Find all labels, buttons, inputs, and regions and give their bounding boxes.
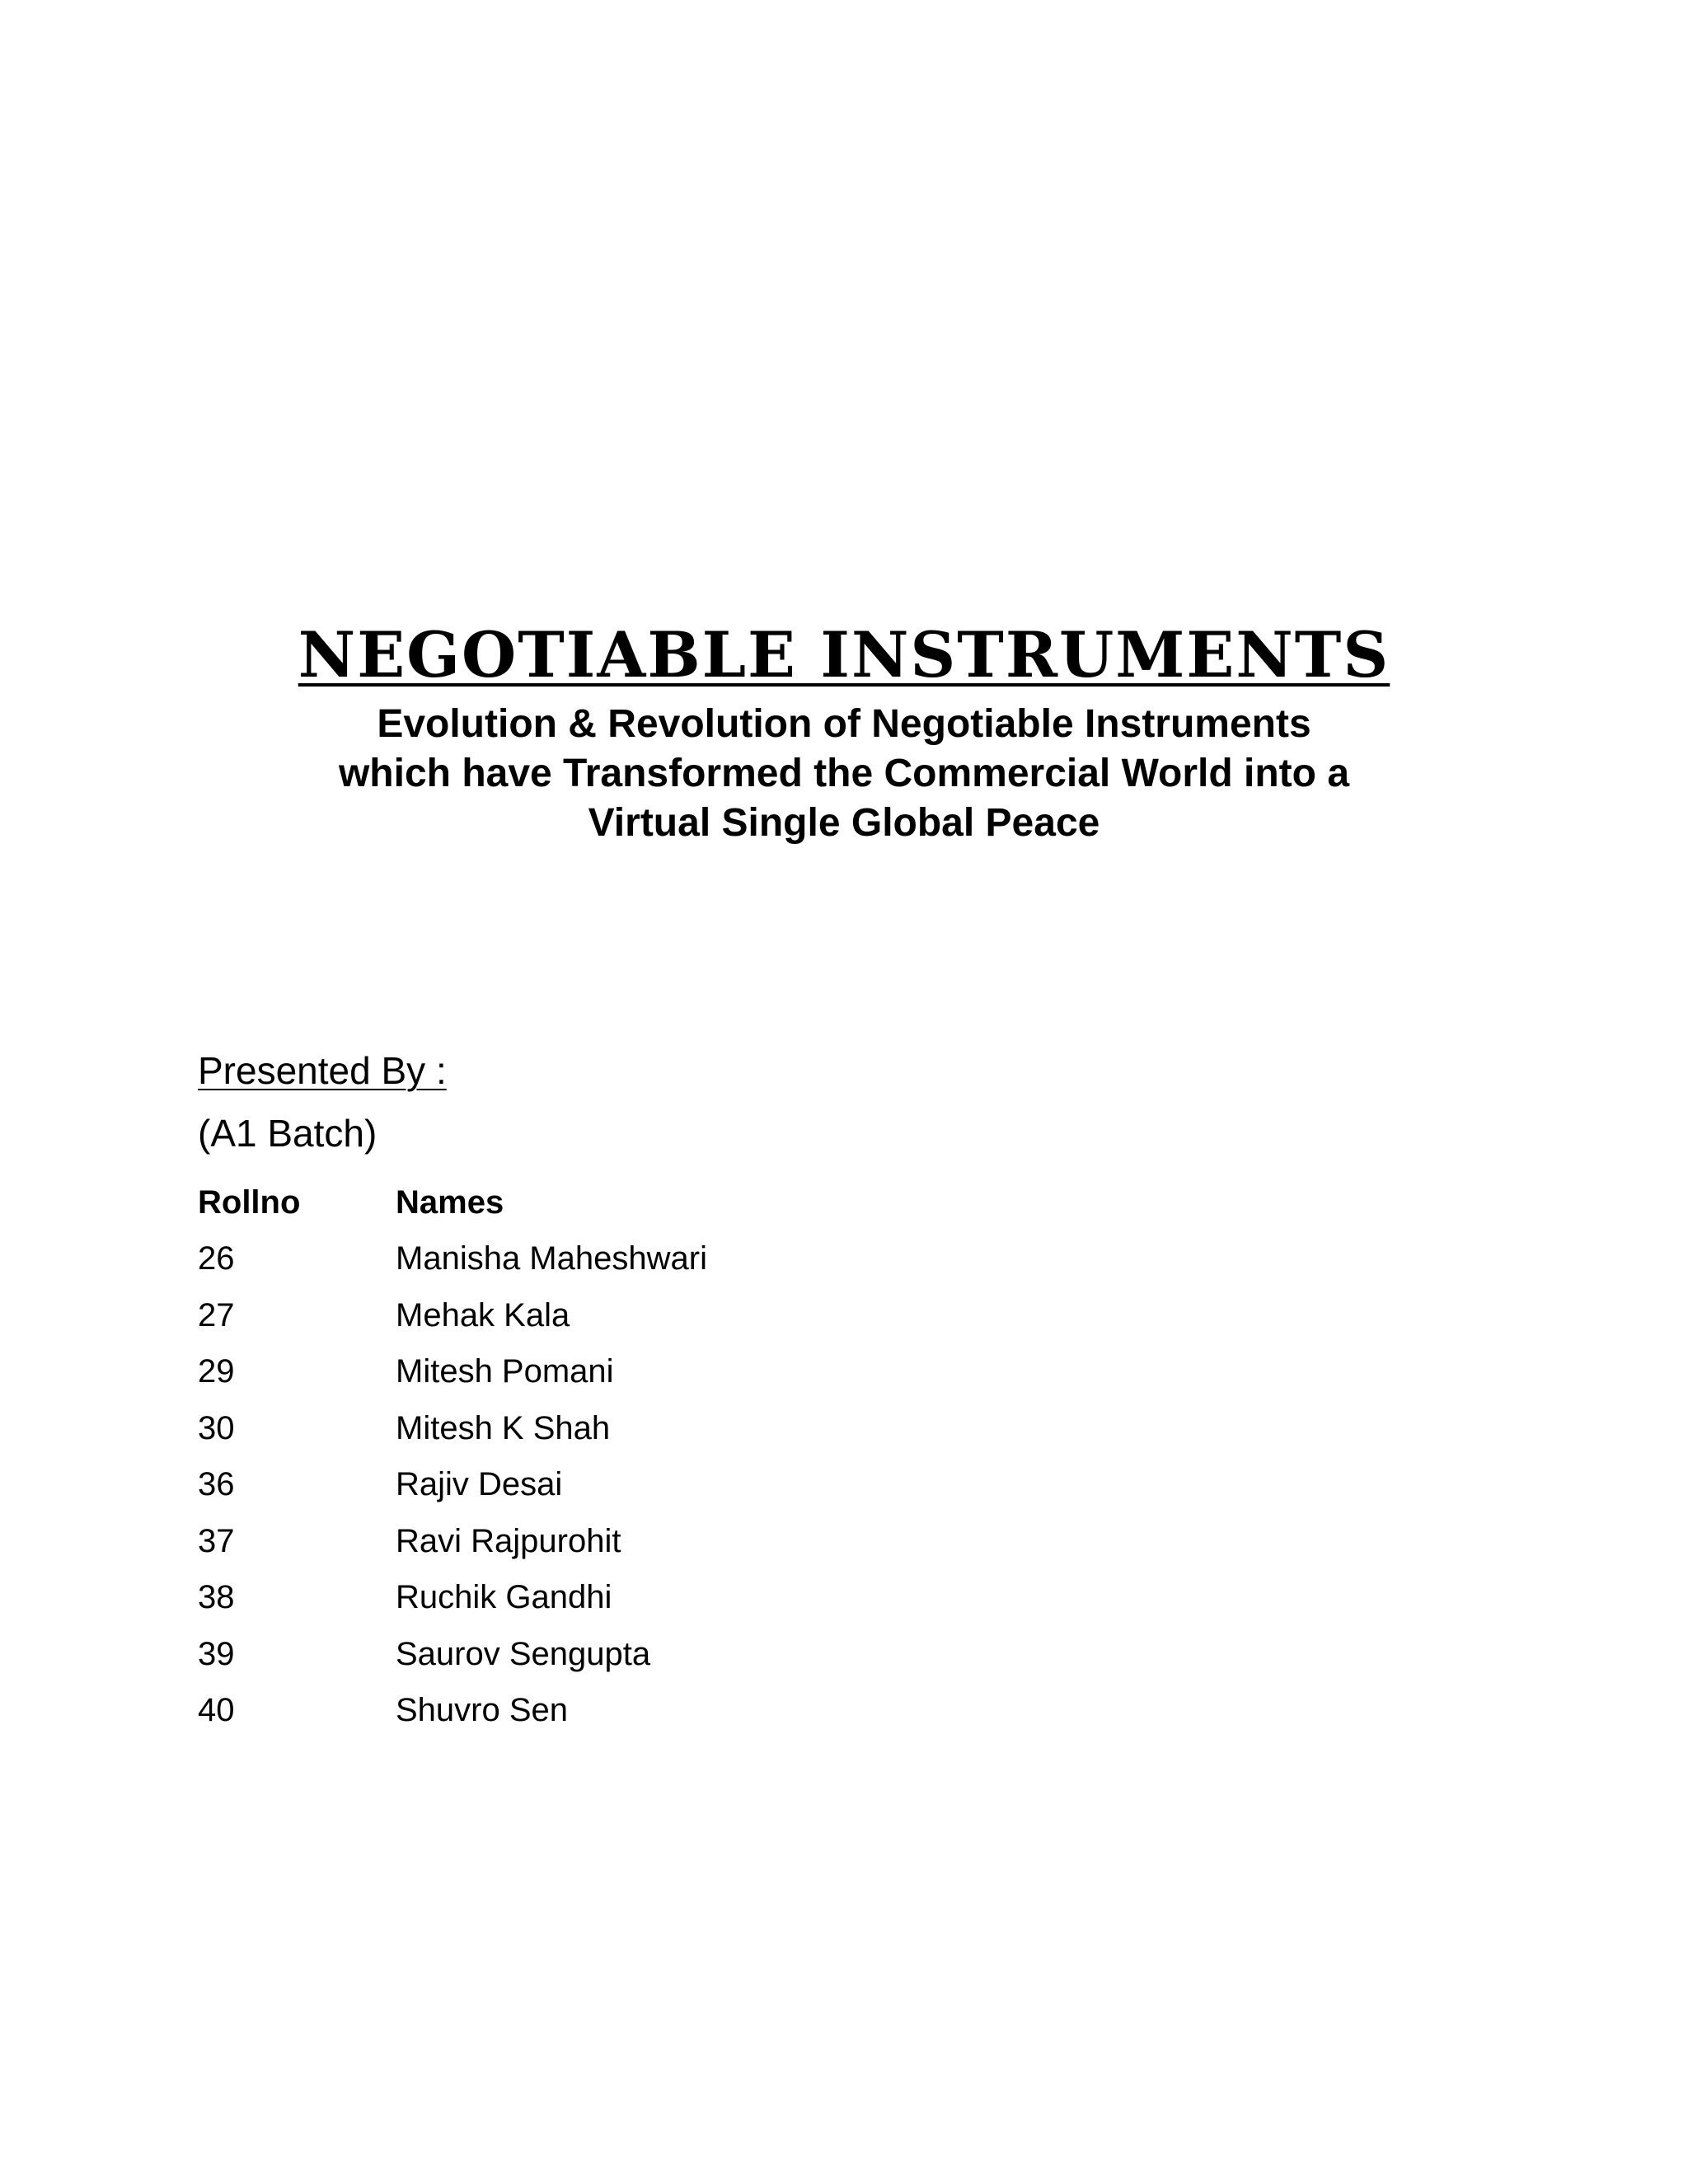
table-row [198, 1231, 940, 1288]
rollno-cell: 26 [198, 1240, 235, 1277]
name-cell: Ravi Rajpurohit [396, 1522, 621, 1559]
rollno-cell: 40 [198, 1692, 235, 1729]
name-cell: Mitesh Pomani [396, 1353, 614, 1390]
table-row [198, 1570, 940, 1627]
table-row [198, 1513, 940, 1570]
rollno-cell: 27 [198, 1296, 235, 1333]
table-row [198, 1457, 940, 1514]
table-row [198, 1626, 940, 1683]
name-cell: Mitesh K Shah [396, 1409, 611, 1446]
column-header-rollno: Rollno [198, 1183, 301, 1221]
rollno-cell: 37 [198, 1522, 235, 1559]
name-cell: Saurov Sengupta [396, 1635, 651, 1672]
rollno-cell: 29 [198, 1353, 235, 1390]
column-header-names: Names [396, 1183, 504, 1221]
batch-label: (A1 Batch) [198, 1112, 377, 1155]
subtitle [226, 700, 1462, 848]
name-cell: Rajiv Desai [396, 1466, 563, 1503]
presenters-table [198, 1174, 940, 1739]
subtitle-line: Virtual Single Global Peace [588, 800, 1100, 845]
subtitle-line: which have Transformed the Commercial World into a [338, 751, 1350, 795]
name-cell: Mehak Kala [396, 1296, 570, 1333]
rollno-cell: 30 [198, 1409, 235, 1446]
rollno-cell: 39 [198, 1635, 235, 1672]
table-row [198, 1683, 940, 1740]
table-row [198, 1287, 940, 1344]
rollno-cell: 36 [198, 1466, 235, 1503]
subtitle-line: Evolution & Revolution of Negotiable Instruments [377, 701, 1311, 746]
table-header-row [198, 1174, 940, 1231]
presented-by-heading: Presented By : [198, 1049, 447, 1092]
title-block [0, 618, 1688, 848]
rollno-cell: 38 [198, 1579, 235, 1616]
table-row [198, 1400, 940, 1457]
name-cell: Ruchik Gandhi [396, 1579, 612, 1616]
name-cell: Shuvro Sen [396, 1692, 569, 1729]
main-title: NEGOTIABLE INSTRUMENTS [298, 618, 1390, 691]
table-row [198, 1344, 940, 1401]
name-cell: Manisha Maheshwari [396, 1240, 707, 1277]
